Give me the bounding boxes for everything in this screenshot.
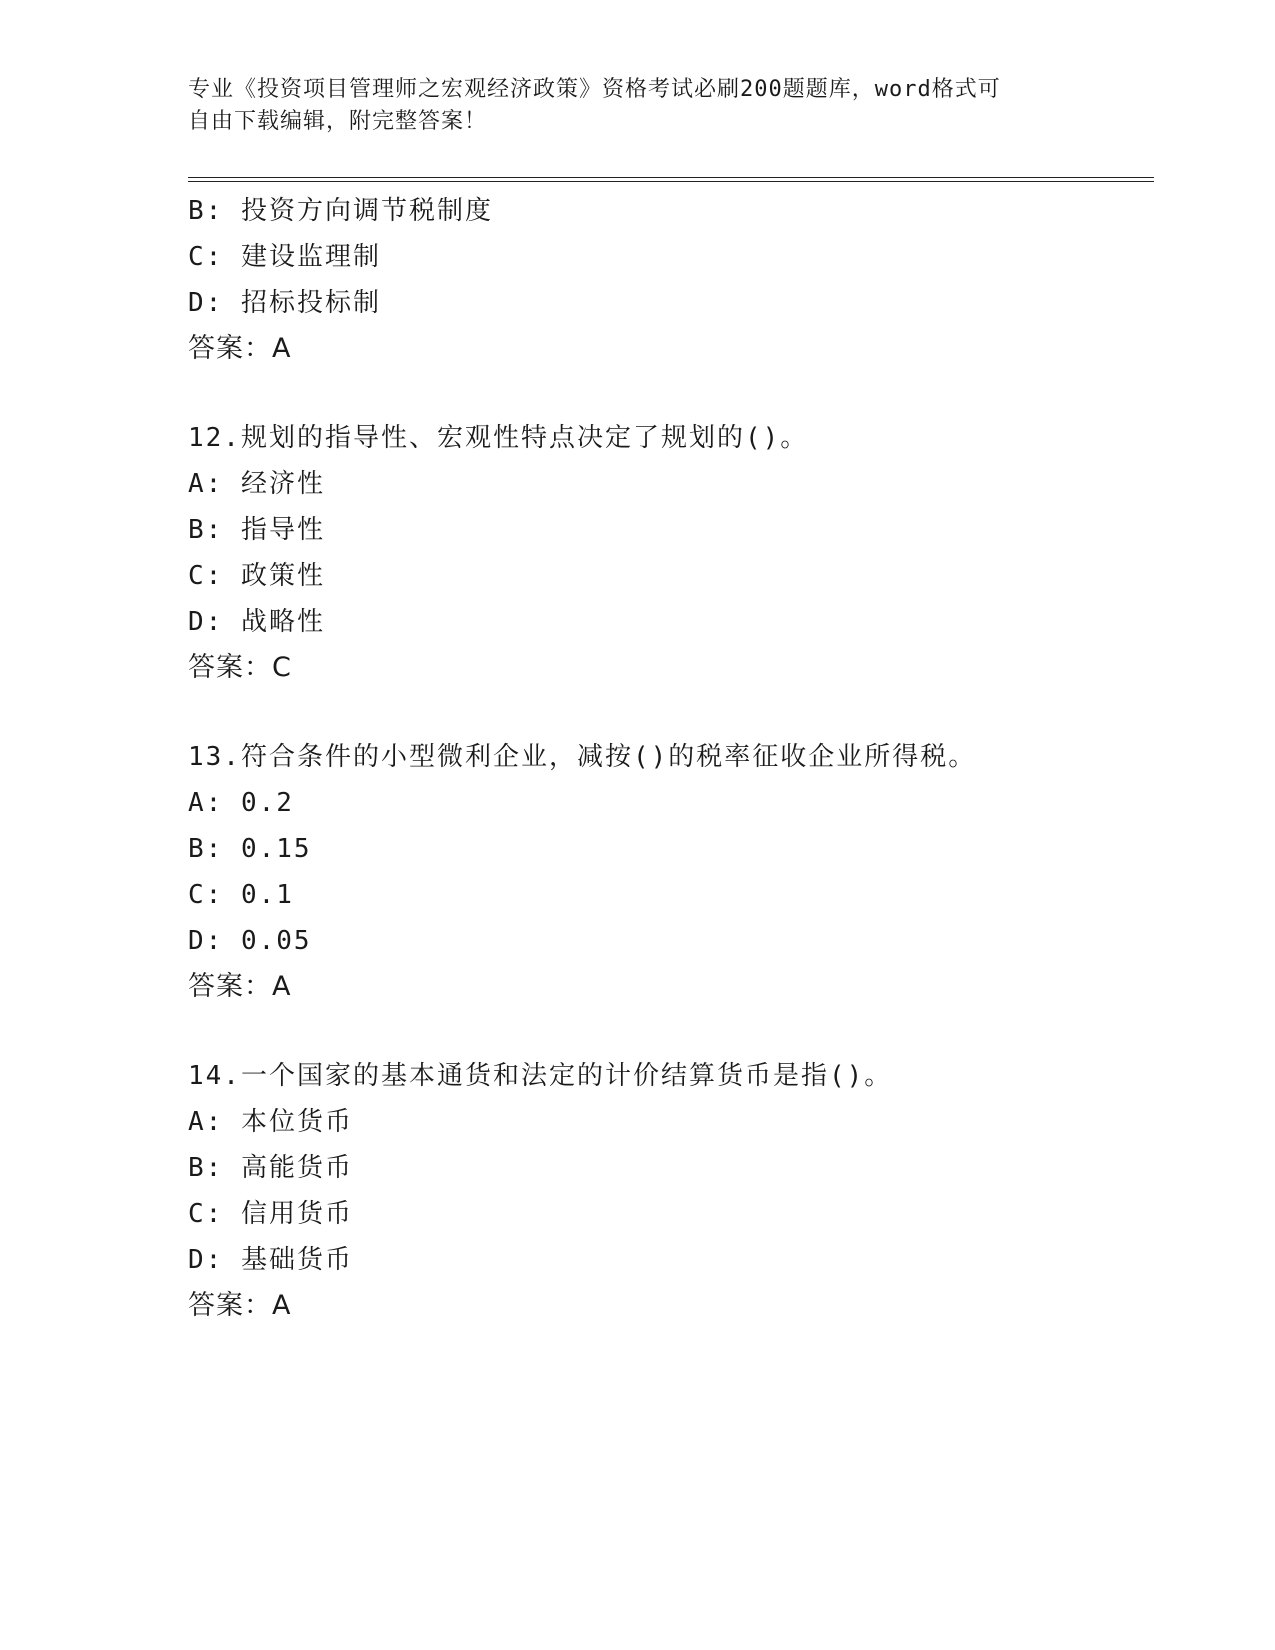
spacer — [188, 691, 1154, 734]
option-row — [188, 1145, 1154, 1191]
header-title-line-1: 专业《投资项目管理师之宏观经济政策》资格考试必刷200题题库，word格式可 — [188, 77, 1001, 102]
option-row — [188, 1099, 1154, 1145]
option-row — [188, 918, 1154, 964]
option-letter: D: — [188, 607, 224, 637]
question-block-14 — [188, 1053, 1154, 1329]
question-block-partial — [188, 188, 1154, 372]
answer-line: 答案：A — [188, 971, 292, 1002]
question-list — [188, 188, 1154, 1329]
option-text: 信用货币 — [240, 1199, 353, 1229]
question-stem: 14.一个国家的基本通货和法定的计价结算货币是指()。 — [188, 1061, 893, 1091]
option-text: 招标投标制 — [240, 288, 381, 318]
option-text: 0.1 — [240, 880, 294, 910]
option-row — [188, 507, 1154, 553]
option-row — [188, 234, 1154, 280]
spacer — [188, 1010, 1154, 1053]
question-stem: 13.符合条件的小型微利企业，减按()的税率征收企业所得税。 — [188, 742, 977, 772]
answer-line: 答案：A — [188, 1290, 292, 1321]
option-row — [188, 1237, 1154, 1283]
option-letter: A: — [188, 788, 224, 818]
option-text: 建设监理制 — [240, 242, 381, 272]
document-header — [188, 74, 1088, 138]
option-text: 0.2 — [240, 788, 294, 818]
question-block-13 — [188, 734, 1154, 1010]
option-text: 本位货币 — [240, 1107, 353, 1137]
option-text: 投资方向调节税制度 — [240, 196, 493, 226]
option-letter: C: — [188, 242, 224, 272]
question-block-12 — [188, 415, 1154, 691]
option-letter: B: — [188, 196, 224, 226]
option-letter: D: — [188, 1245, 224, 1275]
option-letter: D: — [188, 288, 224, 318]
option-letter: A: — [188, 1107, 224, 1137]
option-row — [188, 1191, 1154, 1237]
answer-line: 答案：C — [188, 652, 292, 683]
option-letter: C: — [188, 561, 224, 591]
header-divider — [188, 177, 1154, 182]
option-letter: A: — [188, 469, 224, 499]
option-text: 0.05 — [240, 926, 312, 956]
option-letter: B: — [188, 1153, 224, 1183]
option-letter: B: — [188, 834, 224, 864]
option-text: 0.15 — [240, 834, 312, 864]
option-text: 政策性 — [240, 561, 325, 591]
option-row — [188, 188, 1154, 234]
answer-line: 答案：A — [188, 333, 292, 364]
option-row — [188, 280, 1154, 326]
option-row — [188, 826, 1154, 872]
option-letter: D: — [188, 926, 224, 956]
option-row — [188, 780, 1154, 826]
option-row — [188, 599, 1154, 645]
header-title-line-2: 自由下载编辑，附完整答案！ — [188, 109, 488, 134]
option-row — [188, 553, 1154, 599]
option-text: 指导性 — [240, 515, 325, 545]
option-letter: C: — [188, 880, 224, 910]
option-text: 战略性 — [240, 607, 325, 637]
option-text: 经济性 — [240, 469, 325, 499]
option-text: 高能货币 — [240, 1153, 353, 1183]
option-text: 基础货币 — [240, 1245, 353, 1275]
option-letter: B: — [188, 515, 224, 545]
option-letter: C: — [188, 1199, 224, 1229]
spacer — [188, 372, 1154, 415]
option-row — [188, 872, 1154, 918]
question-stem: 12.规划的指导性、宏观性特点决定了规划的()。 — [188, 423, 809, 453]
option-row — [188, 461, 1154, 507]
